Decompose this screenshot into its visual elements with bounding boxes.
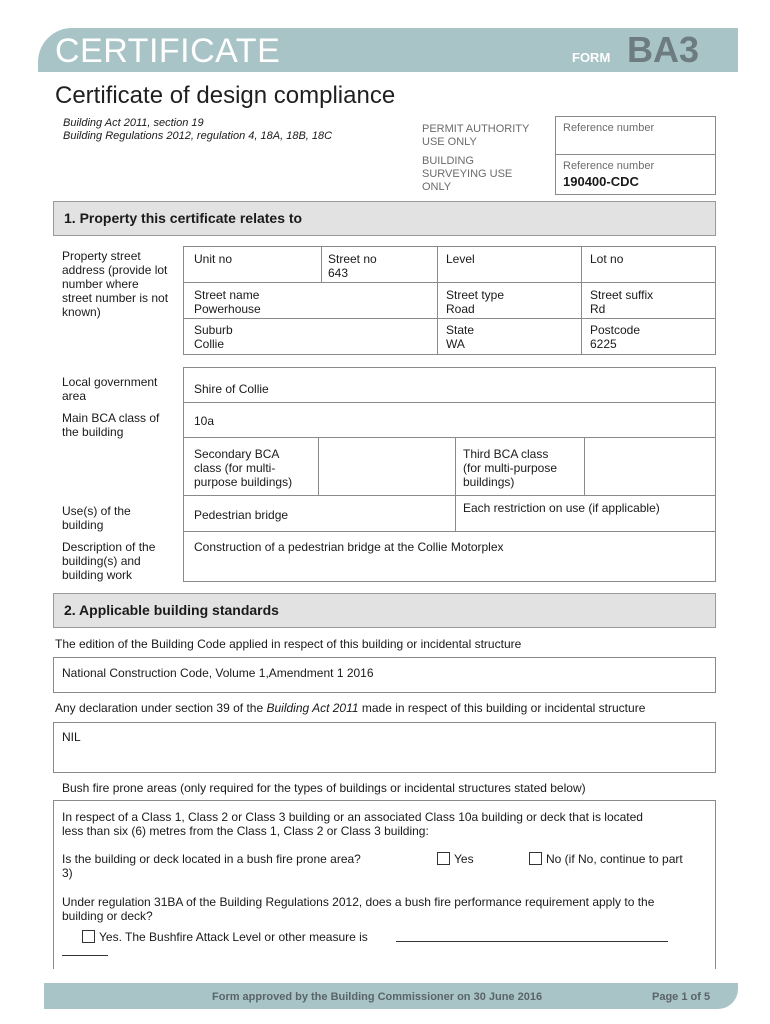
legislation-line-1: Building Act 2011, section 19 [63, 117, 204, 129]
address-label: Property street address (provide lot number where street number is not known) [62, 249, 169, 319]
header-title: CERTIFICATE [55, 32, 281, 70]
grid-line [183, 402, 715, 403]
permit-authority-label: PERMIT AUTHORITY USE ONLY [422, 123, 530, 148]
bfpa-question: Is the building or deck located in a bush fire prone area? 3) [62, 852, 361, 880]
surveying-ref-label: Reference number [563, 160, 655, 172]
lot-no-field[interactable]: Lot no [590, 252, 624, 266]
postcode-field[interactable]: Postcode 6225 [590, 323, 641, 351]
grid-line [183, 318, 715, 319]
street-name-field[interactable]: Street name Powerhouse [194, 288, 261, 316]
state-field[interactable]: State WA [446, 323, 475, 351]
reference-divider [555, 154, 715, 155]
unit-no-field[interactable]: Unit no [194, 252, 233, 266]
form-label: FORM [572, 50, 611, 65]
suburb-field[interactable]: Suburb Collie [194, 323, 233, 351]
bfpa-yes-label: Yes [454, 852, 474, 866]
edition-prompt: The edition of the Building Code applied in respect of this building or incidental structure [55, 637, 522, 651]
page-number: Page 1 of 5 [652, 991, 711, 1003]
bfpa-yes-checkbox[interactable] [437, 852, 450, 865]
street-type-field[interactable]: Street type Road [446, 288, 505, 316]
bal-label: Yes. The Bushfire Attack Level or other measure is [99, 930, 368, 944]
declaration-value: NIL [62, 730, 81, 744]
main-bca-label: Main BCA class of the building [62, 411, 160, 439]
declaration-box[interactable] [53, 722, 716, 773]
section-1-header: 1. Property this certificate relates to [53, 201, 716, 236]
bushfire-intro: In respect of a Class 1, Class 2 or Class 3 building or an associated Class 10a building or deck that is located less than six (6) metres from the Class 1, Class 2 or Class 3 building: [62, 810, 643, 838]
edition-value: National Construction Code, Volume 1,Amendment 1 2016 [62, 666, 374, 680]
grid-line [321, 246, 322, 282]
level-field[interactable]: Level [446, 252, 475, 266]
grid-line [437, 246, 438, 354]
surveying-ref-value[interactable]: 190400-CDC [563, 174, 639, 189]
grid-line [183, 282, 715, 283]
grid-line [455, 437, 456, 531]
declaration-prompt: Any declaration under section 39 of the Building Act 2011 made in respect of this building or incidental structure [55, 701, 646, 715]
uses-label: Use(s) of the building [62, 504, 131, 532]
uses-value[interactable]: Pedestrian bridge [194, 508, 289, 522]
secondary-bca-value[interactable] [319, 438, 454, 494]
third-bca-label: Third BCA class (for multi-purpose buildings) [463, 447, 558, 489]
document-title: Certificate of design compliance [55, 82, 396, 109]
grid-line [183, 495, 715, 496]
reg-question: Under regulation 31BA of the Building Regulations 2012, does a bush fire performance requirement apply to the building or deck? [62, 895, 655, 923]
legislation-line-2: Building Regulations 2012, regulation 4, 18A, 18B, 18C [63, 130, 333, 142]
description-value[interactable]: Construction of a pedestrian bridge at the Collie Motorplex [194, 540, 504, 554]
street-suffix-field[interactable]: Street suffix Rd [590, 288, 654, 316]
bal-checkbox[interactable] [82, 930, 95, 943]
footer-approval: Form approved by the Building Commissioner on 30 June 2016 [212, 991, 543, 1003]
restriction-label: Each restriction on use (if applicable) [463, 501, 660, 515]
bfpa-no-label: No (if No, continue to part [546, 852, 683, 866]
grid-line [581, 246, 582, 354]
form-code: BA3 [627, 29, 700, 70]
bal-input-line[interactable] [396, 941, 668, 942]
local-gov-label: Local government area [62, 375, 158, 403]
local-gov-value[interactable]: Shire of Collie [194, 382, 269, 396]
grid-line [183, 531, 715, 532]
bfpa-no-checkbox[interactable] [529, 852, 542, 865]
street-no-field[interactable]: Street no 643 [328, 252, 377, 280]
bushfire-prompt: Bush fire prone areas (only required for the types of buildings or incidental structures stated below) [62, 781, 586, 795]
secondary-bca-label: Secondary BCA class (for multi- purpose buildings) [194, 447, 293, 489]
section-2-header: 2. Applicable building standards [53, 593, 716, 628]
building-surveying-label: BUILDING SURVEYING USE ONLY [422, 155, 513, 193]
main-bca-value[interactable]: 10a [194, 414, 215, 428]
bal-input-line-cont[interactable] [62, 955, 108, 956]
permit-ref-label: Reference number [563, 122, 655, 134]
third-bca-value[interactable] [585, 438, 713, 494]
description-label: Description of the building(s) and building work [62, 540, 156, 582]
